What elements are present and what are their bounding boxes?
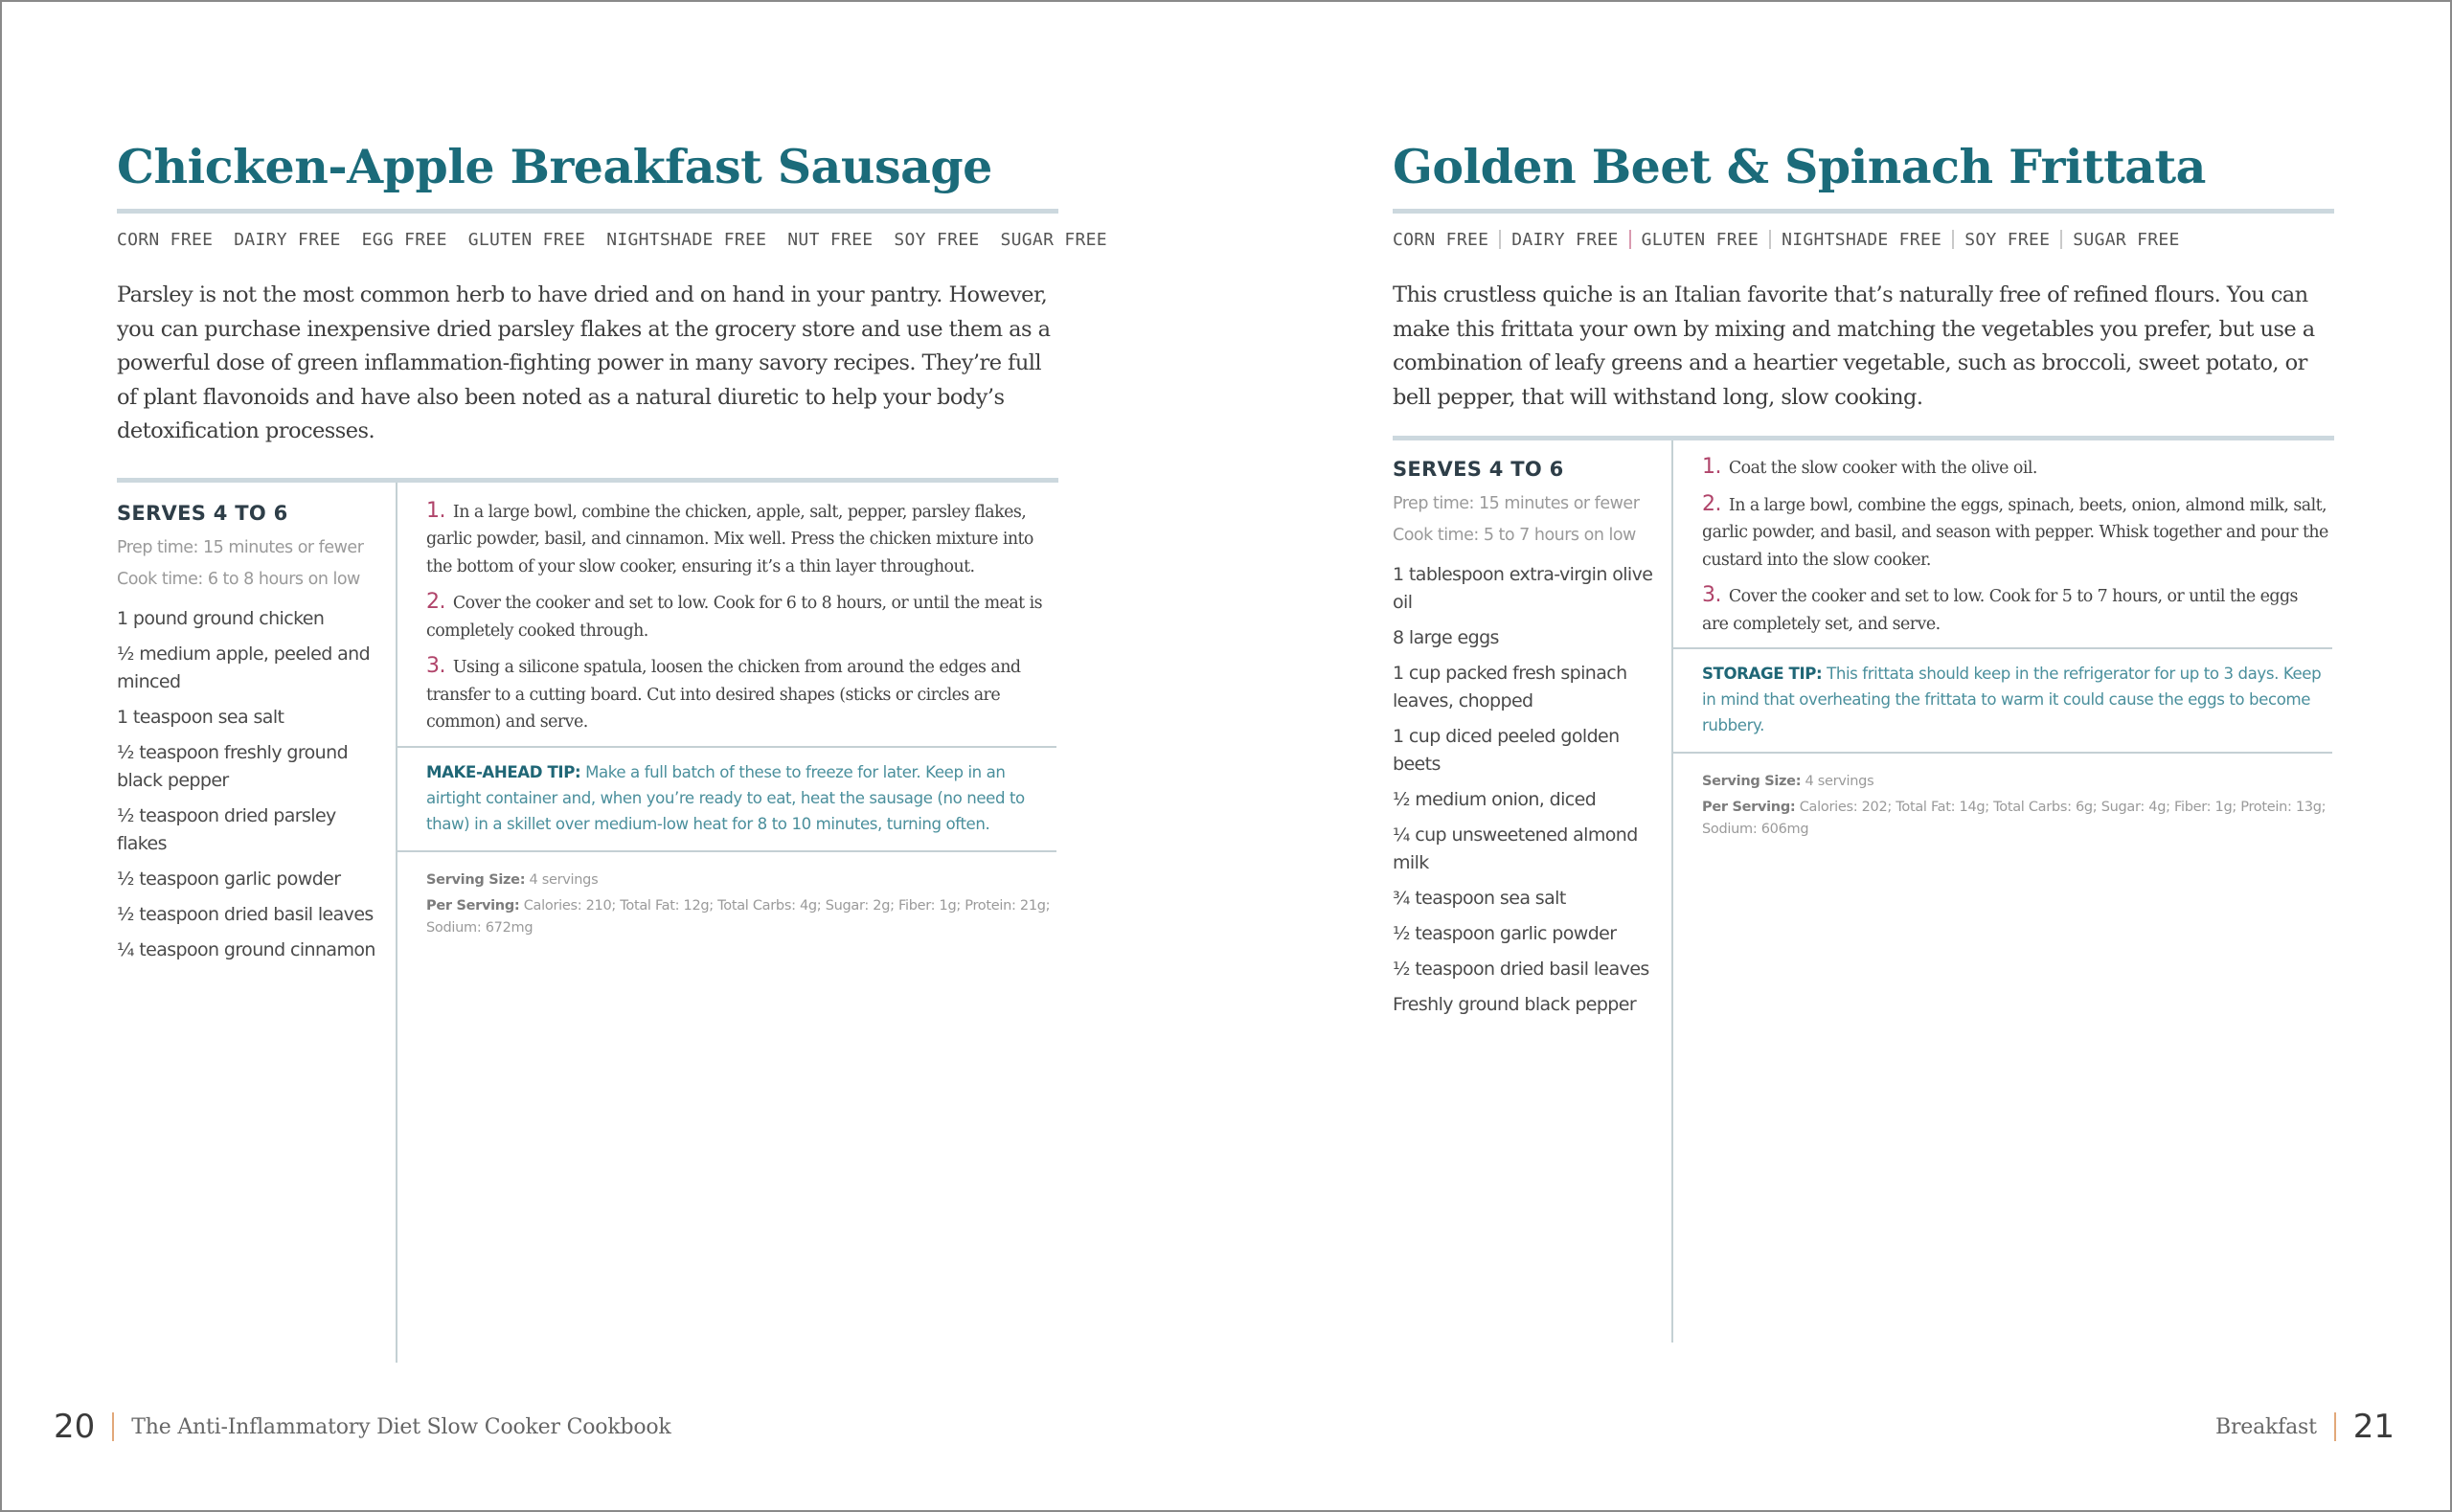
- serving-size-label: Serving Size:: [426, 871, 526, 888]
- serves-heading: SERVES 4 TO 6: [1393, 458, 1564, 481]
- ingredient-item: ¼ teaspoon ground cinnamon: [117, 938, 375, 960]
- per-serving-label: Per Serving:: [1702, 800, 1796, 815]
- step-number: 1.: [426, 498, 445, 523]
- ingredient-item: ½ medium onion, diced: [1393, 789, 1597, 810]
- serves-heading: SERVES 4 TO 6: [117, 501, 288, 525]
- footer-right: [2215, 1408, 2395, 1446]
- ingredient-item: 1 cup diced peeled golden beets: [1393, 726, 1620, 775]
- ingredient-item: ½ teaspoon garlic powder: [1393, 923, 1617, 944]
- per-serving-value: Calories: 210; Total Fat: 12g; Total Carbs: 4g; Sugar: 2g; Fiber: 1g; Protein: 21g; Sodium: 672mg: [426, 897, 1051, 936]
- ingredient-item: 8 large eggs: [1393, 627, 1499, 648]
- step-number: 2.: [1702, 491, 1721, 516]
- page-number-left: 20: [54, 1408, 96, 1446]
- ingredient-item: 1 pound ground chicken: [117, 607, 325, 629]
- prep-time: Prep time: 15 minutes or fewer: [117, 537, 364, 557]
- serving-size: [426, 869, 1053, 891]
- ingredient-item: ½ teaspoon freshly ground black pepper: [117, 741, 349, 791]
- step-item: [426, 589, 1053, 644]
- recipe-title: Chicken-Apple Breakfast Sausage: [117, 139, 992, 194]
- serving-size-value: 4 servings: [529, 871, 599, 888]
- tip-text: This frittata should keep in the refrigerator for up to 3 days. Keep in mind that overheating the frittata to warm it could cause the eggs to become rubbery.: [1702, 665, 2322, 734]
- cook-time: Cook time: 5 to 7 hours on low: [1393, 526, 1636, 545]
- ingredient-list: [117, 605, 386, 964]
- tag-separator: [1952, 230, 1954, 249]
- diet-tags: [117, 221, 1107, 258]
- per-serving-label: Per Serving:: [426, 897, 520, 914]
- diet-tag: EGG FREE: [361, 229, 447, 250]
- step-text: Using a silicone spatula, loosen the chicken from around the edges and transfer to a cutting board. Cut into desired shapes (sticks or circles are common) and serve.: [426, 658, 1021, 732]
- step-item: [1702, 454, 2328, 483]
- diet-tag: SOY FREE: [894, 229, 980, 250]
- recipe-title: Golden Beet & Spinach Frittata: [1393, 139, 2206, 194]
- tag-separator: [1499, 230, 1501, 249]
- diet-tag: CORN FREE: [117, 229, 214, 250]
- per-serving: [1702, 797, 2328, 841]
- ingredient-item: ½ teaspoon garlic powder: [117, 868, 341, 890]
- title-rule: [1393, 209, 2334, 214]
- diet-tag: DAIRY FREE: [1511, 229, 1619, 250]
- diet-tag: NUT FREE: [787, 229, 874, 250]
- recipe-body: [117, 483, 1058, 1363]
- step-text: Coat the slow cooker with the olive oil.: [1728, 459, 2037, 478]
- diet-tag: NIGHTSHADE FREE: [1782, 229, 1942, 250]
- tag-separator: [1769, 230, 1771, 249]
- tip-box: [397, 746, 1056, 852]
- step-text: In a large bowl, combine the eggs, spinach, beets, onion, almond milk, salt, garlic powder, and basil, and season with pepper. Whisk together and pour the custard into the slow cooker.: [1702, 495, 2328, 570]
- footer-separator: [112, 1412, 114, 1441]
- step-item: [1702, 491, 2328, 575]
- recipe-intro: Parsley is not the most common herb to have dried and on hand in your pantry. However, you can purchase inexpensive dried parsley flakes at the grocery store and use them as a powerful dose of green inflammation-fighting power in many savory recipes. They’re full of plant flavonoids and have also been noted as a natural diuretic to help your body’s detoxification processes.: [117, 282, 1051, 443]
- tag-separator: [2060, 230, 2062, 249]
- book-title: The Anti-Inflammatory Diet Slow Cooker Cookbook: [131, 1414, 671, 1439]
- diet-tag: CORN FREE: [1393, 229, 1489, 250]
- time-block: [1393, 488, 1662, 552]
- tip-text-block: [426, 759, 1053, 837]
- step-item: [426, 498, 1053, 581]
- step-list: [1673, 454, 2332, 638]
- chapter-name: Breakfast: [2214, 1414, 2317, 1439]
- steps-column: [1673, 440, 2332, 1343]
- ingredient-item: 1 teaspoon sea salt: [117, 706, 284, 728]
- step-number: 3.: [426, 654, 445, 678]
- step-text: Cover the cooker and set to low. Cook for 5 to 7 hours, or until the eggs are completely set, and serve.: [1702, 587, 2298, 634]
- prep-time: Prep time: 15 minutes or fewer: [1393, 494, 1640, 513]
- tip-label: STORAGE TIP:: [1702, 665, 1823, 683]
- step-item: [1702, 582, 2328, 638]
- serving-size: [1702, 771, 2328, 793]
- ingredient-item: ½ teaspoon dried basil leaves: [1393, 959, 1649, 980]
- step-number: 2.: [426, 590, 445, 614]
- footer-separator: [2334, 1412, 2336, 1441]
- ingredient-item: ¼ cup unsweetened almond milk: [1393, 824, 1638, 873]
- nutrition-info: [1673, 754, 2332, 841]
- diet-tag: GLUTEN FREE: [1641, 229, 1760, 250]
- recipe-right: [1393, 134, 2334, 1343]
- recipe-intro: This crustless quiche is an Italian favorite that’s naturally free of refined flours. You can make this frittata your own by mixing and matching the vegetables you prefer, but use a combination of leafy greens and a heartier vegetable, such as broccoli, sweet potato, or bell pepper, that will withstand long, slow cooking.: [1393, 282, 2315, 410]
- per-serving: [426, 895, 1053, 939]
- ingredient-item: Freshly ground black pepper: [1393, 994, 1637, 1015]
- steps-column: [397, 483, 1056, 1363]
- tip-text-block: [1702, 661, 2328, 738]
- diet-tag: DAIRY FREE: [234, 229, 341, 250]
- ingredient-item: ½ teaspoon dried parsley flakes: [117, 804, 336, 854]
- diet-tag: SUGAR FREE: [1000, 229, 1107, 250]
- step-text: Cover the cooker and set to low. Cook for 6 to 8 hours, or until the meat is completely cooked through.: [426, 594, 1042, 641]
- ingredients-column: [1393, 440, 1673, 1343]
- step-item: [426, 653, 1053, 736]
- ingredient-item: ½ medium apple, peeled and minced: [117, 643, 371, 692]
- time-block: [117, 532, 386, 596]
- tip-label: MAKE-AHEAD TIP:: [426, 762, 581, 781]
- per-serving-value: Calories: 202; Total Fat: 14g; Total Carbs: 6g; Sugar: 4g; Fiber: 1g; Protein: 13g; Sodium: 606mg: [1702, 800, 2327, 837]
- serving-size-value: 4 servings: [1805, 774, 1874, 789]
- ingredient-item: 1 tablespoon extra-virgin olive oil: [1393, 564, 1653, 613]
- tip-box: [1673, 647, 2332, 754]
- ingredient-item: ½ teaspoon dried basil leaves: [117, 903, 374, 925]
- ingredient-list: [1393, 561, 1662, 1019]
- step-number: 3.: [1702, 583, 1721, 607]
- ingredient-item: 1 cup packed fresh spinach leaves, chopped: [1393, 663, 1627, 711]
- recipe-body: [1393, 440, 2334, 1343]
- footer-left: [54, 1408, 671, 1446]
- serving-size-label: Serving Size:: [1702, 774, 1802, 789]
- ingredients-column: [117, 483, 397, 1363]
- step-text: In a large bowl, combine the chicken, apple, salt, pepper, parsley flakes, garlic powder, basil, and cinnamon. Mix well. Press the chicken mixture into the bottom of your slow cooker, ensuring it’s a thin layer throughout.: [426, 502, 1033, 576]
- diet-tag: NIGHTSHADE FREE: [606, 229, 767, 250]
- page-number-right: 21: [2352, 1408, 2395, 1446]
- diet-tag: SOY FREE: [1964, 229, 2051, 250]
- cook-time: Cook time: 6 to 8 hours on low: [117, 569, 360, 589]
- ingredient-item: ¾ teaspoon sea salt: [1393, 888, 1566, 909]
- nutrition-info: [397, 852, 1056, 939]
- diet-tag: SUGAR FREE: [2073, 229, 2180, 250]
- recipe-left: [117, 134, 1107, 1363]
- title-rule: [117, 209, 1058, 214]
- tip-text: Make a full batch of these to freeze for later. Keep in an airtight container and, when you’re ready to eat, heat the sausage (no need to thaw) in a skillet over medium-low heat for 8 to 10 minutes, turning often.: [426, 762, 1025, 833]
- diet-tag: GLUTEN FREE: [467, 229, 586, 250]
- step-list: [397, 498, 1056, 736]
- tag-separator: [1629, 230, 1631, 249]
- diet-tags: [1393, 221, 2334, 258]
- step-number: 1.: [1702, 455, 1721, 479]
